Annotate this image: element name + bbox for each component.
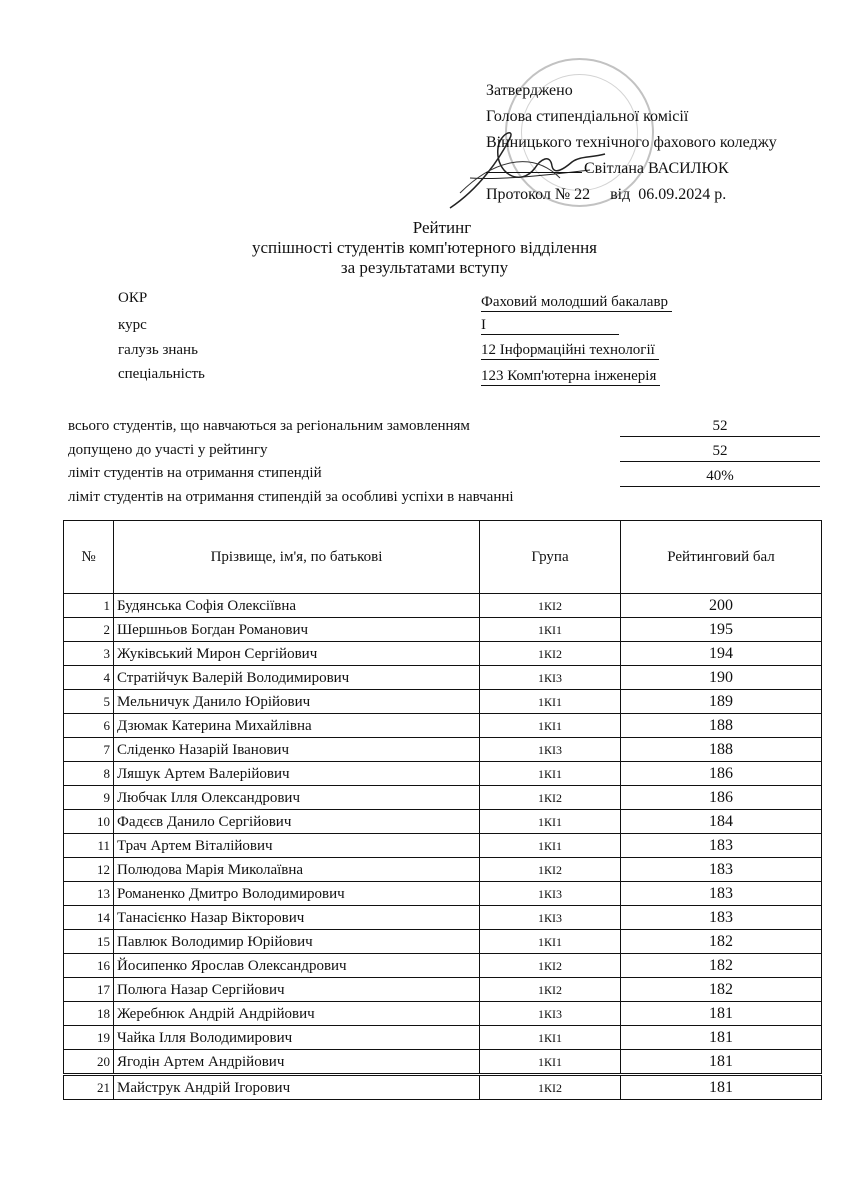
- row-group: 1КІ3: [480, 738, 621, 762]
- info-value-specialty: 123 Комп'ютерна інженерія: [481, 368, 660, 386]
- stat-label-admitted: допущено до участі у рейтингу: [68, 442, 268, 458]
- row-number: 11: [64, 834, 114, 858]
- title-line-1: Рейтинг: [412, 218, 472, 237]
- table-row: [64, 1075, 822, 1100]
- row-name: Будянська Софія Олексіївна: [114, 594, 480, 618]
- row-number: 17: [64, 978, 114, 1002]
- row-number: 9: [64, 786, 114, 810]
- row-group: 1КІ3: [480, 882, 621, 906]
- info-label-field: галузь знань: [118, 342, 198, 358]
- row-name: Ляшук Артем Валерійович: [114, 762, 480, 786]
- table-row: [64, 930, 822, 954]
- table-row: [64, 786, 822, 810]
- approval-signatory: [486, 156, 777, 182]
- row-name: Стратійчук Валерій Володимирович: [114, 666, 480, 690]
- row-name: Полюдова Марія Миколаївна: [114, 858, 480, 882]
- row-number: 18: [64, 1002, 114, 1026]
- row-score: 189: [621, 690, 822, 714]
- stat-value-total: 52: [620, 416, 820, 437]
- row-score: 188: [621, 738, 822, 762]
- table-row: [64, 642, 822, 666]
- row-score: 183: [621, 858, 822, 882]
- row-score: 182: [621, 978, 822, 1002]
- row-name: Жеребнюк Андрій Андрійович: [114, 1002, 480, 1026]
- table-row: [64, 954, 822, 978]
- row-number: 13: [64, 882, 114, 906]
- row-name: Йосипенко Ярослав Олександрович: [114, 954, 480, 978]
- table-row: [64, 882, 822, 906]
- title-line-3: за результатами вступу: [340, 258, 509, 277]
- row-group: 1КІ3: [480, 906, 621, 930]
- row-group: 1КІ2: [480, 786, 621, 810]
- row-name: Романенко Дмитро Володимирович: [114, 882, 480, 906]
- row-number: 12: [64, 858, 114, 882]
- table-row: [64, 666, 822, 690]
- row-score: 181: [621, 1002, 822, 1026]
- row-score: 200: [621, 594, 822, 618]
- document-title: [0, 218, 849, 278]
- row-number: 1: [64, 594, 114, 618]
- info-value-course: І: [481, 317, 619, 335]
- row-group: 1КІ1: [480, 714, 621, 738]
- row-group: 1КІ1: [480, 930, 621, 954]
- row-score: 181: [621, 1075, 822, 1100]
- row-name: Шершньов Богдан Романович: [114, 618, 480, 642]
- row-name: Фадєєв Данило Сергійович: [114, 810, 480, 834]
- title-line-2: успішності студентів комп'ютерного відділення: [252, 238, 597, 257]
- row-name: Танасієнко Назар Вікторович: [114, 906, 480, 930]
- stat-value-admitted: 52: [620, 441, 820, 462]
- row-number: 21: [64, 1075, 114, 1100]
- table-row: [64, 1026, 822, 1050]
- row-group: 1КІ3: [480, 666, 621, 690]
- info-label-okr: ОКР: [118, 290, 148, 306]
- row-name: Любчак Ілля Олександрович: [114, 786, 480, 810]
- row-group: 1КІ1: [480, 834, 621, 858]
- row-name: Сліденко Назарій Іванович: [114, 738, 480, 762]
- row-score: 183: [621, 882, 822, 906]
- signature-line: [486, 158, 582, 173]
- approval-position: Голова стипендіальної комісії: [486, 108, 689, 125]
- table-row: [64, 834, 822, 858]
- row-score: 184: [621, 810, 822, 834]
- row-score: 182: [621, 954, 822, 978]
- row-number: 16: [64, 954, 114, 978]
- row-group: 1КІ3: [480, 1002, 621, 1026]
- row-name: Полюга Назар Сергійович: [114, 978, 480, 1002]
- row-group: 1КІ2: [480, 978, 621, 1002]
- row-name: Майструк Андрій Ігорович: [114, 1075, 480, 1100]
- ranking-table: [63, 520, 822, 1100]
- row-name: Трач Артем Віталійович: [114, 834, 480, 858]
- row-number: 14: [64, 906, 114, 930]
- approval-protocol: Протокол № 22 від 06.09.2024 р.: [486, 186, 727, 203]
- table-row: [64, 762, 822, 786]
- stat-label-total: всього студентів, що навчаються за регіональним замовленням: [68, 418, 470, 434]
- row-score: 182: [621, 930, 822, 954]
- table-row: [64, 690, 822, 714]
- row-name: Чайка Ілля Володимирович: [114, 1026, 480, 1050]
- row-name: Павлюк Володимир Юрійович: [114, 930, 480, 954]
- table-row: [64, 906, 822, 930]
- info-label-specialty: спеціальність: [118, 366, 205, 382]
- row-number: 2: [64, 618, 114, 642]
- table-row: [64, 738, 822, 762]
- row-number: 4: [64, 666, 114, 690]
- row-number: 19: [64, 1026, 114, 1050]
- row-score: 183: [621, 906, 822, 930]
- row-group: 1КІ2: [480, 594, 621, 618]
- info-label-course: курс: [118, 317, 147, 333]
- row-number: 7: [64, 738, 114, 762]
- approval-signatory-name: Світлана ВАСИЛЮК: [584, 160, 729, 177]
- info-value-field: 12 Інформаційні технології: [481, 342, 659, 360]
- row-group: 1КІ2: [480, 858, 621, 882]
- row-score: 188: [621, 714, 822, 738]
- approval-approved: Затверджено: [486, 82, 573, 99]
- table-row: [64, 618, 822, 642]
- header-num: №: [64, 521, 114, 594]
- info-value-okr: Фаховий молодший бакалавр: [481, 294, 672, 312]
- row-group: 1КІ1: [480, 1050, 621, 1075]
- row-number: 20: [64, 1050, 114, 1075]
- row-group: 1КІ2: [480, 642, 621, 666]
- row-name: Мельничук Данило Юрійович: [114, 690, 480, 714]
- row-group: 1КІ2: [480, 1075, 621, 1100]
- row-number: 8: [64, 762, 114, 786]
- header-score: Рейтинговий бал: [621, 521, 822, 594]
- row-score: 181: [621, 1050, 822, 1075]
- row-score: 181: [621, 1026, 822, 1050]
- table-row: [64, 858, 822, 882]
- row-number: 15: [64, 930, 114, 954]
- row-name: Жуківський Мирон Сергійович: [114, 642, 480, 666]
- header-group: Група: [480, 521, 621, 594]
- row-group: 1КІ1: [480, 618, 621, 642]
- row-name: Дзюмак Катерина Михайлівна: [114, 714, 480, 738]
- table-row: [64, 978, 822, 1002]
- table-body: [64, 594, 822, 1100]
- row-score: 194: [621, 642, 822, 666]
- row-group: 1КІ1: [480, 762, 621, 786]
- row-group: 1КІ2: [480, 954, 621, 978]
- row-number: 5: [64, 690, 114, 714]
- stat-value-limit: 40%: [620, 466, 820, 487]
- table-row: [64, 1002, 822, 1026]
- approval-block: [486, 78, 777, 208]
- row-score: 186: [621, 786, 822, 810]
- row-group: 1КІ1: [480, 690, 621, 714]
- stat-label-limit: ліміт студентів на отримання стипендій: [68, 465, 322, 481]
- row-number: 10: [64, 810, 114, 834]
- table-row: [64, 714, 822, 738]
- row-group: 1КІ1: [480, 1026, 621, 1050]
- row-score: 195: [621, 618, 822, 642]
- table-row: [64, 810, 822, 834]
- table-row: [64, 1050, 822, 1075]
- row-name: Ягодін Артем Андрійович: [114, 1050, 480, 1075]
- row-score: 190: [621, 666, 822, 690]
- header-name: Прізвище, ім'я, по батькові: [114, 521, 480, 594]
- row-group: 1КІ1: [480, 810, 621, 834]
- row-score: 186: [621, 762, 822, 786]
- row-number: 3: [64, 642, 114, 666]
- row-number: 6: [64, 714, 114, 738]
- approval-institution: Вінницького технічного фахового коледжу: [486, 134, 777, 151]
- stat-label-limit-special: ліміт студентів на отримання стипендій за особливі успіхи в навчанні: [68, 489, 514, 505]
- table-row: [64, 594, 822, 618]
- row-score: 183: [621, 834, 822, 858]
- table-header-row: [64, 521, 822, 594]
